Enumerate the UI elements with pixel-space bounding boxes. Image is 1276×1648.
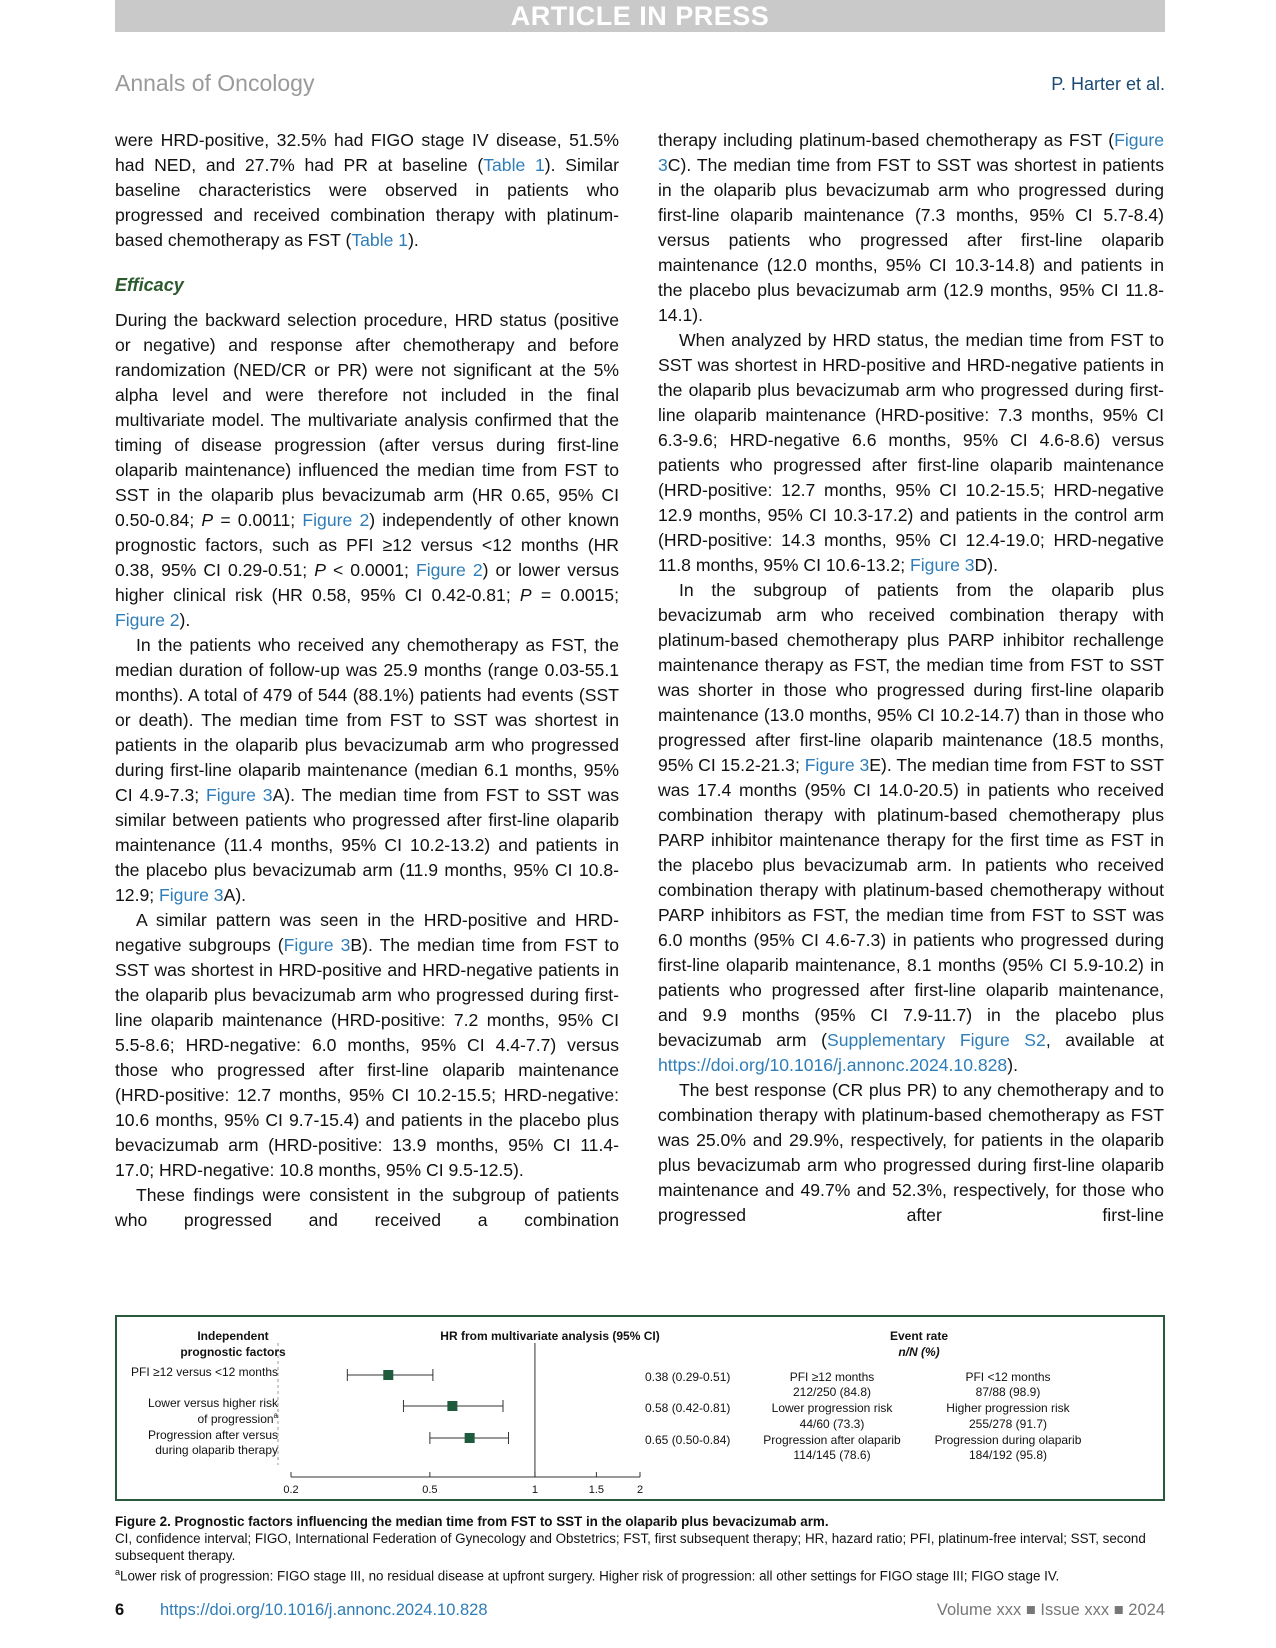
paragraph	[115, 908, 619, 1183]
right-column	[658, 128, 1164, 1228]
cross-reference-link[interactable]: Table 1	[351, 230, 409, 250]
text-run: A).	[223, 885, 247, 905]
doi-link[interactable]: https://doi.org/10.1016/j.annonc.2024.10.828	[160, 1601, 488, 1619]
cross-reference-link[interactable]: Figure 3	[658, 130, 1164, 175]
row-label: Progression after versus	[147, 1428, 278, 1442]
text-run: < 0.0001;	[325, 560, 416, 580]
group2-events: 87/88 (98.9)	[975, 1385, 1041, 1399]
paragraph	[658, 128, 1164, 328]
caption-title: Figure 2. Prognostic factors influencing the median time from FST to SST in the olaparib plus bevacizumab arm.	[115, 1514, 829, 1529]
cross-reference-link[interactable]: Figure 3	[910, 555, 975, 575]
paragraph	[658, 1078, 1164, 1228]
text-run: During the backward selection procedure, HRD status (positive or negative) and response after chemotherapy and before randomization (NED/CR or PR) were not significant at the 5% alpha level and were therefore not included in the final multivariate model. The multivariate analysis confirmed that the timing of disease progression (after versus during first-line olaparib maintenance) influenced the median time from FST to SST in the olaparib plus bevacizumab arm (HR 0.65, 95% CI 0.50-0.84;	[115, 310, 619, 530]
row-label-cont: during olaparib therapy	[155, 1443, 278, 1457]
hr-header: HR from multivariate analysis (95% CI)	[440, 1329, 660, 1343]
paragraph	[115, 128, 619, 253]
article-in-press-banner: ARTICLE IN PRESS	[115, 0, 1165, 32]
figure-caption	[115, 1513, 1165, 1584]
text-run: B). The median time from FST to SST was shortest in HRD-positive and HRD-negative patients in the olaparib plus bevacizumab arm who progressed during first-line olaparib maintenance (HRD-positive: 7.2 months, 95% CI 5.5-8.6; HRD-negative: 6.0 months, 95% CI 4.4-7.7) versus those who progressed after first-line olaparib maintenance (HRD-positive: 12.7 months, 95% CI 10.2-15.5; HRD-negative: 10.6 months, 95% CI 9.7-15.4) and patients in the placebo plus bevacizumab arm (HRD-positive: 13.9 months, 95% CI 11.4-17.0; HRD-negative: 10.8 months, 95% CI 9.5-12.5).	[115, 935, 619, 1180]
event-rate-header: Event rate	[889, 1329, 949, 1343]
forest-plot-figure	[115, 1315, 1165, 1501]
cross-reference-link[interactable]: Figure 2	[415, 560, 483, 580]
group2-label: PFI <12 months	[965, 1370, 1051, 1384]
cross-reference-link[interactable]: Figure 3	[283, 935, 351, 955]
row-label-text: of progression	[197, 1412, 274, 1426]
left-column	[115, 128, 619, 1233]
hr-value: 0.58 (0.42-0.81)	[645, 1401, 731, 1415]
text-run: In the patients who received any chemotherapy as FST, the median duration of follow-up was 25.9 months (range 0.03-55.1 months). A total of 479 of 544 (88.1%) patients had events (SST or death). The median time from FST to SST was shortest in patients in the olaparib plus bevacizumab arm who progressed during first-line olaparib maintenance (median 6.1 months, 95% CI 4.9-7.3;	[115, 635, 619, 805]
paragraph	[115, 1183, 619, 1233]
text-run: ) independently of other known prognostic factors, such as PFI ≥12 versus <12 months (HR 0.38, 95% CI 0.29-0.51;	[115, 510, 620, 580]
text-run: The best response (CR plus PR) to any chemotherapy and to combination therapy with platinum-based chemotherapy as FST was 25.0% and 29.9%, respectively, for patients in the olaparib plus bevacizumab arm who progressed during first-line olaparib maintenance and 49.7% and 52.3%, respectively, for those who progressed after first-line	[658, 1080, 1164, 1225]
footnote-mark: a	[115, 1567, 121, 1577]
x-tick-label: 0.5	[422, 1484, 438, 1496]
text-run: ) or lower versus higher clinical risk (HR 0.58, 95% CI 0.42-0.81;	[115, 560, 620, 605]
group1-label: Progression after olaparib	[763, 1433, 901, 1447]
paragraph	[115, 633, 619, 908]
hr-marker	[447, 1401, 457, 1411]
hr-marker	[383, 1370, 393, 1380]
cross-reference-link[interactable]: Figure 3	[159, 885, 224, 905]
footnote-text: Lower risk of progression: FIGO stage III, no residual disease at upfront surgery. Higher risk of progression: all other settings for FIGO stage III; FIGO stage IV.	[120, 1568, 1060, 1584]
event-rate-subheader	[898, 1345, 939, 1359]
group1-events: 114/145 (78.6)	[793, 1448, 871, 1462]
paragraph	[658, 328, 1164, 578]
group2-events: 255/278 (91.7)	[968, 1417, 1048, 1431]
text-run: , available at	[1045, 1030, 1164, 1050]
cross-reference-link[interactable]: Figure 3	[804, 755, 870, 775]
cross-reference-link[interactable]: Figure 3	[206, 785, 273, 805]
text-run: = 0.0011;	[213, 510, 303, 530]
x-tick-label: 2	[636, 1484, 644, 1496]
text-run: ).	[408, 230, 419, 250]
group1-events: 44/60 (73.3)	[799, 1417, 865, 1431]
cross-reference-link[interactable]: Supplementary Figure S2	[826, 1030, 1046, 1050]
paragraph	[658, 578, 1164, 1078]
event-rate-unit: n/N (%)	[898, 1345, 940, 1359]
text-run: ).	[1007, 1055, 1018, 1075]
text-run: therapy including platinum-based chemotherapy as FST (	[658, 130, 1115, 150]
factors-header-line2: prognostic factors	[180, 1345, 286, 1359]
text-run: A similar pattern was seen in the HRD-positive and HRD-negative subgroups (	[115, 910, 619, 955]
text-run: In the subgroup of patients from the olaparib plus bevacizumab arm who received combination therapy with platinum-based chemotherapy plus PARP inhibitor rechallenge maintenance therapy as FST, the median time from FST to SST was shorter in those who progressed during first-line olaparib maintenance (13.0 months, 95% CI 10.2-14.7) than in those who progressed after first-line olaparib maintenance (18.5 months, 95% CI 15.2-21.3;	[658, 580, 1164, 775]
cross-reference-link[interactable]: Figure 2	[115, 610, 180, 630]
text-run: E). The median time from FST to SST was 17.4 months (95% CI 14.0-20.5) in patients who received combination therapy with platinum-based chemotherapy plus PARP inhibitor maintenance therapy for the first time as FST in the placebo plus bevacizumab arm. In patients who received combination therapy with platinum-based chemotherapy without PARP inhibitors as FST, the median time from FST to SST was 6.0 months (95% CI 4.6-7.3) in patients who progressed during first-line olaparib maintenance, 8.1 months (95% CI 5.9-10.2) in patients who progressed after first-line olaparib maintenance, and 9.9 months (95% CI 7.9-11.7) in the placebo plus bevacizumab arm (	[658, 755, 1164, 1050]
group1-events: 212/250 (84.8)	[792, 1385, 872, 1399]
section-heading: Efficacy	[115, 275, 184, 295]
x-tick-label: 1.5	[588, 1484, 605, 1496]
page-number: 6	[115, 1601, 125, 1619]
hr-value: 0.65 (0.50-0.84)	[645, 1433, 731, 1447]
row-label: Lower versus higher risk	[147, 1396, 278, 1410]
row-label: PFI ≥12 versus <12 months	[131, 1365, 278, 1379]
italic-symbol: P	[201, 510, 214, 530]
x-tick-label: 0.2	[283, 1484, 299, 1496]
cross-reference-link[interactable]: https://doi.org/10.1016/j.annonc.2024.10.828	[658, 1055, 1008, 1075]
group2-events: 184/192 (95.8)	[968, 1448, 1048, 1462]
cross-reference-link[interactable]: Figure 2	[302, 510, 370, 530]
caption-footnote	[115, 1564, 1165, 1584]
group2-label: Progression during olaparib	[934, 1433, 1082, 1447]
group2-label: Higher progression risk	[946, 1401, 1070, 1415]
text-run: A). The median time from FST to SST was similar between patients who progressed after first-line olaparib maintenance (11.4 months, 95% CI 10.2-13.2) and patients in the placebo plus bevacizumab arm (11.9 months, 95% CI 10.8-12.9;	[115, 785, 620, 905]
italic-symbol: P	[314, 560, 326, 580]
text-run: = 0.0015;	[531, 585, 619, 605]
text-run: These findings were consistent in the subgroup of patients who progressed and received a combination	[115, 1185, 619, 1230]
row-label-cont	[198, 1411, 279, 1426]
cross-reference-link[interactable]: Table 1	[483, 155, 545, 175]
paragraph	[115, 308, 619, 633]
text-run: C). The median time from FST to SST was shortest in patients in the olaparib plus bevacizumab arm who progressed during first-line olaparib maintenance (7.3 months, 95% CI 5.7-8.4) versus patients who progressed after first-line olaparib maintenance (12.0 months, 95% CI 10.3-14.8) and patients in the placebo plus bevacizumab arm (12.9 months, 95% CI 11.8-14.1).	[658, 155, 1164, 325]
volume-issue: Volume xxx ■ Issue xxx ■ 2024	[936, 1601, 1165, 1619]
x-tick-label: 1	[531, 1484, 539, 1496]
journal-name: Annals of Oncology	[115, 70, 315, 96]
italic-symbol: P	[519, 585, 532, 605]
caption-abbreviations: CI, confidence interval; FIGO, International Federation of Gynecology and Obstetrics; FST, first subsequent therapy; HR, hazard ratio; PFI, platinum-free interval; SST, second subsequent therapy.	[115, 1531, 1146, 1563]
text-run: D).	[974, 555, 998, 575]
factors-header-line1: Independent	[197, 1329, 269, 1343]
text-run: were HRD-positive, 32.5% had FIGO stage IV disease, 51.5% had NED, and 27.7% had PR at baseline (	[115, 130, 619, 175]
text-run: ). Similar baseline characteristics were observed in patients who progressed and received combination therapy with platinum-based chemotherapy as FST (	[115, 155, 619, 250]
hr-value: 0.38 (0.29-0.51)	[645, 1370, 731, 1384]
text-run: When analyzed by HRD status, the median time from FST to SST was shortest in HRD-positive and HRD-negative patients in the olaparib plus bevacizumab arm who progressed during first-line olaparib maintenance (HRD-positive: 7.3 months, 95% CI 6.3-9.6; HRD-negative 6.6 months, 95% CI 4.6-8.6) versus patients who progressed after first-line olaparib maintenance (HRD-positive: 12.7 months, 95% CI 10.2-15.5; HRD-negative 12.9 months, 95% CI 10.3-17.2) and patients in the control arm (HRD-positive: 14.3 months, 95% CI 12.4-19.0; HRD-negative 11.8 months, 95% CI 10.6-13.2;	[658, 330, 1164, 575]
group1-label: PFI ≥12 months	[789, 1370, 875, 1384]
running-authors: P. Harter et al.	[1051, 74, 1165, 94]
group1-label: Lower progression risk	[771, 1401, 893, 1415]
footnote-mark: a	[273, 1411, 278, 1420]
text-run: ).	[179, 610, 191, 630]
hr-marker	[465, 1433, 475, 1443]
